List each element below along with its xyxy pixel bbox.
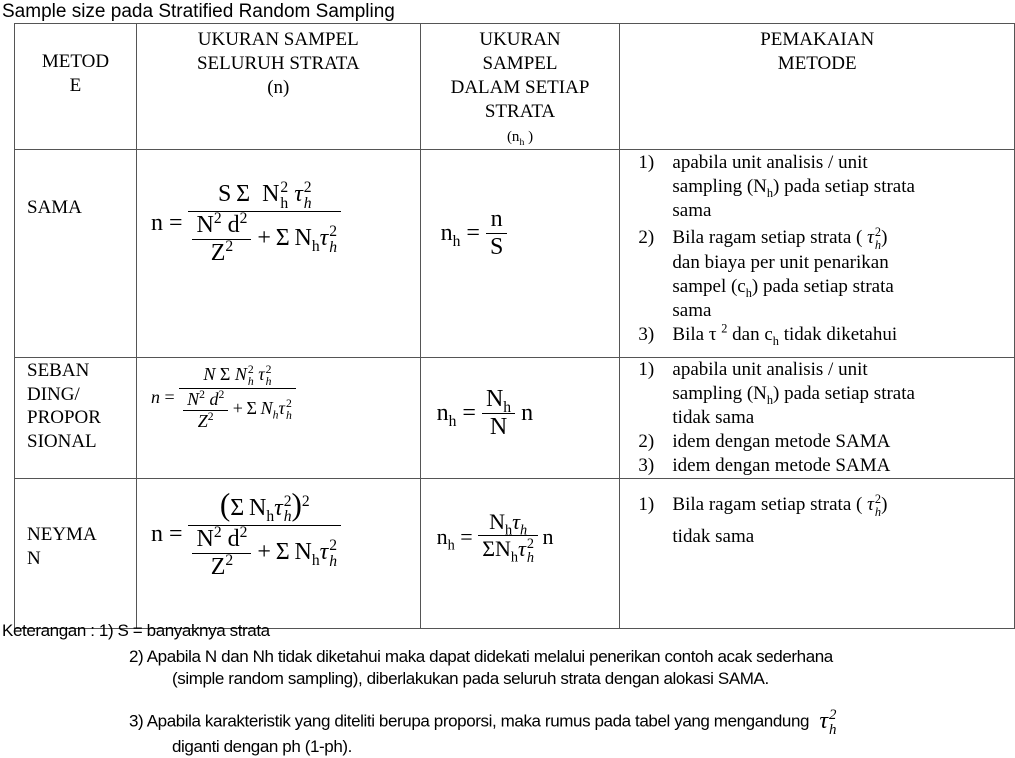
note-2b: (simple random sampling), diberlakukan pada seluruh strata dengan alokasi SAMA. (172, 669, 769, 688)
table-row (15, 358, 1015, 479)
formula-n-neyman: n = (Σ $N_h\tau$ 2 h )$^2$ $\frac{N^2 d^2}{Z^2}$ + Σ $N_h\tau$ 2 h (136, 479, 420, 629)
use-item: 1) Bila ragam setiap strata ( τ 2 h ) tidak sama (638, 492, 888, 547)
header-ukuran-setiap: UKURAN SAMPEL DALAM SETIAP STRATA ($n_h$ ) (420, 24, 620, 150)
formula-n-sebanding: n = N Σ N 2 h τ 2 h $\frac{N^2 d^2}{Z^2}$ + Σ $N_h\tau$ 2 h (136, 358, 420, 479)
note-3b: diganti dengan ph (1-ph). (172, 737, 352, 756)
formula-nh-neyman: $n_h$ = $N_h\tau_h$ $\Sigma N_h\tau$ 2 h n (420, 479, 620, 629)
method-sama: SAMA (15, 150, 137, 358)
note-2a: 2) Apabila N dan Nh tidak diketahui maka dapat didekati melalui penerikan contoh acak sederhana (129, 647, 833, 666)
page-title: Sample size pada Stratified Random Sampling (2, 1, 395, 22)
use-item: 3) idem dengan metode SAMA (638, 455, 891, 476)
uses-sebanding (620, 358, 1015, 479)
use-item: 3) Bila τ $^2$ dan $c_h$ tidak diketahui (638, 321, 898, 348)
method-sebanding: SEBAN DING/ PROPOR SIONAL (15, 358, 137, 479)
note-1: 1) S = banyaknya strata (98, 621, 270, 640)
method-neyman: NEYMA N (15, 479, 137, 629)
formula-nh-sama: $n_h$ = $\frac{n}{S}$ (420, 150, 620, 358)
note-3a: 3) Apabila karakteristik yang diteliti berupa proporsi, maka rumus pada tabel yang mengandung (129, 711, 810, 731)
header-metode: METOD E (15, 24, 137, 150)
table-header-row (15, 24, 1015, 150)
use-item: 1) apabila unit analisis / unit sampling $(N_h)$ pada setiap strata tidak sama (638, 359, 915, 428)
header-pemakaian: PEMAKAIAN METODE (620, 24, 1015, 150)
use-item: 2) Bila ragam setiap strata ( τ 2 h ) dan biaya per unit penarikan sampel $(c_h)$ pada setiap strata sama (638, 225, 894, 321)
uses-neyman (620, 479, 1015, 629)
use-item: 1) apabila unit analisis / unit sampling $(N_h)$ pada setiap strata sama (638, 152, 915, 221)
uses-sama (620, 150, 1015, 358)
header-ukuran-seluruh: UKURAN SAMPEL SELURUH STRATA (n) (136, 24, 420, 150)
use-item: 2) idem dengan metode SAMA (638, 431, 891, 452)
table-row (15, 150, 1015, 358)
stratified-sampling-table (14, 23, 1015, 629)
table-row (15, 479, 1015, 629)
formula-nh-sebanding: $n_h$ = $\frac{N_h}{N}$ n (420, 358, 620, 479)
formula-n-sama: n = S Σ N 2 h τ 2 h $\frac{N^2 d^2}{Z^2}$ + Σ $N_h\tau$ 2 h (136, 150, 420, 358)
notes-label: Keterangan : (2, 621, 95, 640)
tau-squared-symbol: τ 2 h (819, 707, 837, 738)
